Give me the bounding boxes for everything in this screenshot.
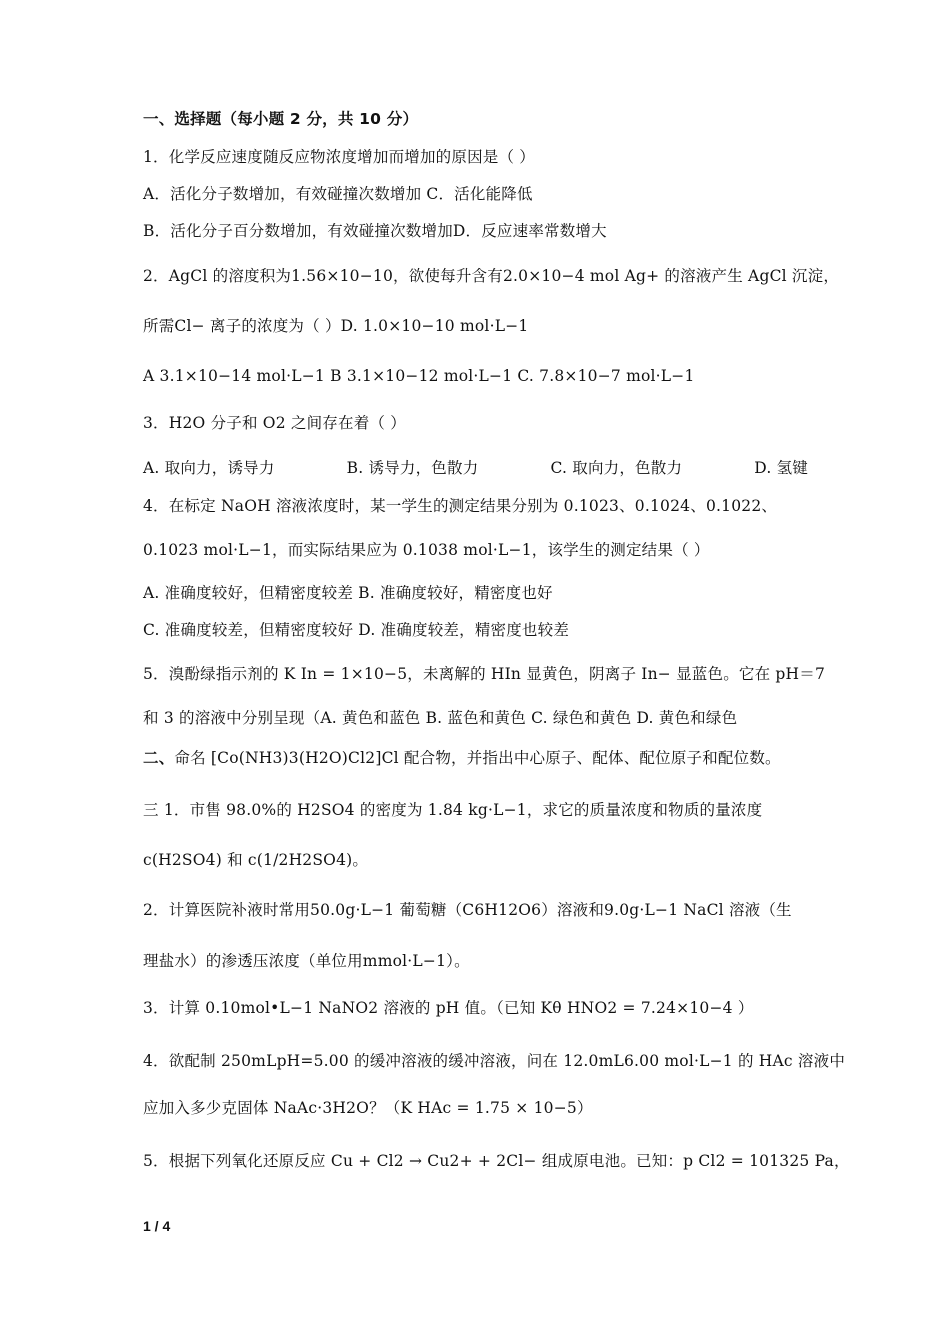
q3-option-b: B. 诱导力，色散力	[346, 459, 479, 477]
q3-options	[143, 457, 808, 479]
s3-q1-line1: 三 1．市售 98.0%的 H2SO4 的密度为 1.84 kg·L−1，求它的质量浓度和物质的量浓度	[143, 801, 763, 819]
section2-prefix: 二、	[143, 749, 175, 767]
q4-options-c-d: C. 准确度较差，但精密度较好 D. 准确度较差，精密度也较差	[143, 621, 570, 639]
page-indicator: 1 / 4	[143, 1218, 171, 1234]
s3-q1-line2: c(H2SO4) 和 c(1/2H2SO4)。	[143, 851, 369, 869]
q1-stem: 1．化学反应速度随反应物浓度增加而增加的原因是（ ）	[143, 148, 535, 166]
s3-q3-line1: 3．计算 0.10mol•L−1 NaNO2 溶液的 pH 值。（已知 Kθ HNO2 = 7.24×10−4 ）	[143, 999, 754, 1017]
q4-line2: 0.1023 mol·L−1，而实际结果应为 0.1038 mol·L−1，该学生的测定结果（ ）	[143, 541, 710, 559]
s3-q2-line2: 理盐水）的渗透压浓度（单位用mmol·L−1）。	[143, 952, 470, 970]
q3-stem: 3．H2O 分子和 O2 之间存在着（ ）	[143, 414, 406, 432]
q2-line3: A 3.1×10−14 mol·L−1 B 3.1×10−12 mol·L−1 C. 7.8×10−7 mol·L−1	[143, 367, 695, 385]
section2-question	[143, 747, 823, 769]
q4-options-a-b: A. 准确度较好，但精密度较差 B. 准确度较好，精密度也好	[143, 584, 553, 602]
q2-line1: 2．AgCl 的溶度积为1.56×10−10，欲使每升含有2.0×10−4 mol Ag+ 的溶液产生 AgCl 沉淀，	[143, 267, 840, 285]
q1-options-a-c: A．活化分子数增加，有效碰撞次数增加 C．活化能降低	[143, 185, 533, 203]
s3-q2-line1: 2．计算医院补液时常用50.0g·L−1 葡萄糖（C6H12O6）溶液和9.0g·L−1 NaCl 溶液（生	[143, 901, 792, 919]
q1-options-b-d: B．活化分子百分数增加，有效碰撞次数增加D．反应速率常数增大	[143, 222, 607, 240]
s3-q4-line2: 应加入多少克固体 NaAc·3H2O？（K HAc = 1.75 × 10−5）	[143, 1099, 593, 1117]
section2-text: 命名 [Co(NH3)3(H2O)Cl2]Cl 配合物，并指出中心原子、配体、配位原子和配位数。	[174, 749, 781, 767]
q2-line2: 所需Cl− 离子的浓度为（ ）D. 1.0×10−10 mol·L−1	[143, 317, 529, 335]
q5-line2: 和 3 的溶液中分别呈现（A. 黄色和蓝色 B. 蓝色和黄色 C. 绿色和黄色 D. 黄色和绿色	[143, 709, 738, 727]
q5-line1: 5．溴酚绿指示剂的 K In = 1×10−5，未离解的 HIn 显黄色，阴离子 In− 显蓝色。它在 pH＝7	[143, 665, 826, 683]
s3-q4-line1: 4．欲配制 250mLpH=5.00 的缓冲溶液的缓冲溶液，问在 12.0mL6.00 mol·L−1 的 HAc 溶液中	[143, 1052, 846, 1070]
q3-option-c: C. 取向力，色散力	[550, 459, 683, 477]
section1-heading: 一、选择题（每小题 2 分，共 10 分）	[143, 110, 419, 128]
q3-option-d: D. 氢键	[754, 459, 808, 477]
s3-q5-line1: 5．根据下列氧化还原反应 Cu + Cl2 → Cu2+ + 2Cl− 组成原电池。已知：p Cl2 = 101325 Pa，	[143, 1152, 850, 1170]
q3-option-a: A. 取向力，诱导力	[143, 459, 275, 477]
q4-line1: 4．在标定 NaOH 溶液浓度时，某一学生的测定结果分别为 0.1023、0.1024、0.1022、	[143, 497, 778, 515]
